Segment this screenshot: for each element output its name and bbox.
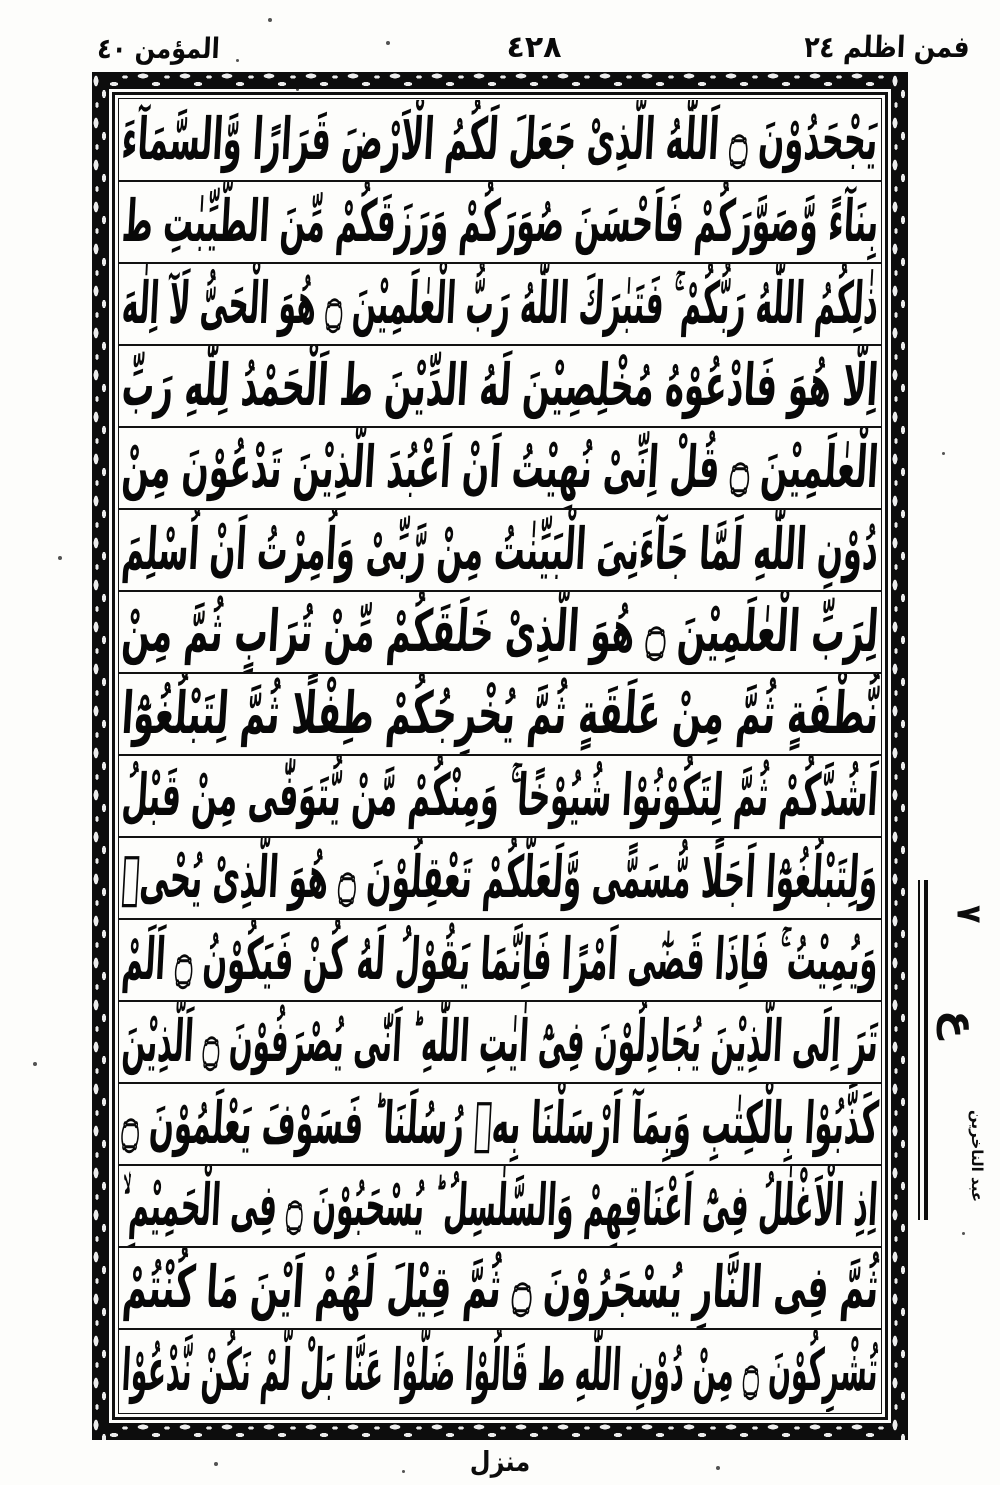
ayah-text-inner: الْعٰلَمِيْنَ ۝ قُلْ اِنِّىْ نُهِيْتُ اَنْ اَعْبُدَ الَّذِيْنَ تَدْعُوْنَ مِنْ [119, 434, 880, 502]
ayah-text-inner: اِذِ الْاَغْلٰلُ فِىْٓ اَعْنَاقِهِمْ وَالسَّلٰسِلُ ؕ يُسْحَبُوْنَ ۝ فِى الْحَمِيْمِ ۙ [120, 1172, 880, 1240]
ayah-text-inner: اَشُدَّكُمْ ثُمَّ لِتَكُوْنُوْا شُيُوْخًا ۚ وَمِنْكُمْ مَّنْ يُّتَوَفّٰى مِنْ قَبْلُ [120, 762, 880, 830]
ayah-text-inner: لِرَبِّ الْعٰلَمِيْنَ ۝ هُوَ الَّذِىْ خَلَقَكُمْ مِّنْ تُرَابٍ ثُمَّ مِنْ [119, 598, 881, 666]
ayah-line [118, 182, 882, 264]
margin-rule-outer [924, 880, 928, 1220]
ayah-text [119, 188, 880, 256]
ayah-text [119, 680, 881, 748]
ayah-text-inner: ذٰلِكُمُ اللّٰهُ رَبُّكُمْ ۚ فَتَبٰرَكَ اللّٰهُ رَبُّ الْعٰلَمِيْنَ ۝ هُوَ الْحَىُّ لَآ اِلٰهَ [120, 270, 880, 338]
ayah-text-inner: وَيُمِيْتُ ۚ فَاِذَا قَضٰٓى اَمْرًا فَاِنَّمَا يَقُوْلُ لَهُ كُنْ فَيَكُوْنُ ۝ اَلَمْ [120, 926, 880, 994]
page-footer-manzil: منزل [469, 1445, 531, 1479]
scan-speck [268, 18, 272, 22]
ayah-line [118, 592, 882, 674]
ayah-text [120, 1337, 880, 1405]
scan-speck [962, 1232, 965, 1235]
ayah-text [120, 1254, 880, 1322]
scan-speck [33, 1062, 37, 1066]
ayah-line [118, 100, 882, 182]
ayah-line [118, 1166, 882, 1248]
ayah-text [119, 598, 881, 666]
ayah-line [118, 1084, 882, 1166]
ayah-text [120, 762, 880, 830]
ayah-text [120, 844, 880, 912]
ayah-text-inner: اِلَّا هُوَ فَادْعُوْهُ مُخْلِصِيْنَ لَهُ الدِّيْنَ ط اَلْحَمْدُ لِلّٰهِ رَبِّ [120, 352, 880, 420]
ayah-line [118, 510, 882, 592]
margin-rule-inner [918, 880, 920, 1220]
border-band-right [891, 72, 908, 1440]
ayah-text [120, 106, 880, 174]
quran-text-block [118, 100, 882, 1412]
ayah-line [118, 920, 882, 1002]
arabesque-pattern-right [891, 72, 908, 1440]
ayah-line [118, 1330, 882, 1412]
ayah-text [120, 1008, 880, 1076]
margin-ruku-symbol: ع [937, 1010, 986, 1039]
border-band-top [92, 72, 908, 89]
ayah-line [118, 674, 882, 756]
ayah-text-inner: نُّطْفَةٍ ثُمَّ مِنْ عَلَقَةٍ ثُمَّ يُخْرِجُكُمْ طِفْلًا ثُمَّ لِتَبْلُغُوْٓا [119, 680, 881, 748]
border-band-bottom [92, 1423, 908, 1440]
ayah-text-inner: دُوْنِ اللّٰهِ لَمَّا جَآءَنِىَ الْبَيِّنٰتُ مِنْ رَّبِّىْ وَاُمِرْتُ اَنْ اُسْلِمَ [119, 516, 880, 584]
ayah-line [118, 838, 882, 920]
ayah-text-inner: تَرَ اِلَى الَّذِيْنَ يُجَادِلُوْنَ فِىْٓ اٰيٰتِ اللّٰهِ ؕ اَنّٰى يُصْرَفُوْنَ ۝ اَلَّذِيْنَ [120, 1008, 880, 1076]
ayah-text [120, 1172, 880, 1240]
ayah-text-inner: كَذَّبُوْا بِالْكِتٰبِ وَبِمَآ اَرْسَلْنَا بِهٖ رُسُلَنَا ؕ فَسَوْفَ يَعْلَمُوْنَ ۝ [120, 1090, 880, 1158]
header-surah-title: المؤمن ٤٠ [96, 32, 221, 66]
ayah-line [118, 346, 882, 428]
ayah-text-inner: تُشْرِكُوْنَ ۝ مِنْ دُوْنِ اللّٰهِ ط قَالُوْا ضَلُّوْا عَنَّا بَلْ لَّمْ نَكُنْ نَّدْعُوْا [120, 1337, 880, 1405]
page-header [88, 30, 980, 72]
ayah-line [118, 756, 882, 838]
ayah-line [118, 428, 882, 510]
ayah-text-inner: بِنَآءً وَّصَوَّرَكُمْ فَاَحْسَنَ صُوَرَكُمْ وَرَزَقَكُمْ مِّنَ الطَّيِّبٰتِ ط [119, 188, 880, 256]
border-band-left [92, 72, 109, 1440]
margin-surah-note: عبد الناخرين [968, 1110, 986, 1203]
ayah-text-inner: وَلِتَبْلُغُوْٓا اَجَلًا مُّسَمًّى وَّلَعَلَّكُمْ تَعْقِلُوْنَ ۝ هُوَ الَّذِىْ يُحْىٖ [120, 844, 880, 912]
ayah-text-inner: يَجْحَدُوْنَ ۝ اَللّٰهُ الَّذِىْ جَعَلَ لَكُمُ الْاَرْضَ قَرَارًا وَّالسَّمَآءَ [120, 106, 880, 174]
ayah-text [119, 516, 880, 584]
ayah-line [118, 1002, 882, 1084]
ayah-text [120, 352, 880, 420]
ayah-text [120, 270, 880, 338]
page-number: ٤٢٨ [506, 30, 562, 65]
ayah-text [119, 434, 880, 502]
arabesque-pattern-bottom [92, 1423, 908, 1440]
margin-ruku-count: ٧ [948, 905, 989, 924]
arabesque-pattern-left [92, 72, 109, 1440]
ayah-line [118, 1248, 882, 1330]
ayah-text [120, 1090, 880, 1158]
header-juz-title: فمن اظلم ٢٤ [802, 30, 970, 65]
arabesque-pattern-top [92, 72, 908, 89]
ayah-line [118, 264, 882, 346]
ayah-text-inner: ثُمَّ فِى النَّارِ يُسْجَرُوْنَ ۝ ثُمَّ قِيْلَ لَهُمْ اَيْنَ مَا كُنْتُمْ [120, 1254, 880, 1322]
ayah-text [120, 926, 880, 994]
scan-speck [942, 452, 945, 455]
scan-speck [58, 556, 62, 560]
